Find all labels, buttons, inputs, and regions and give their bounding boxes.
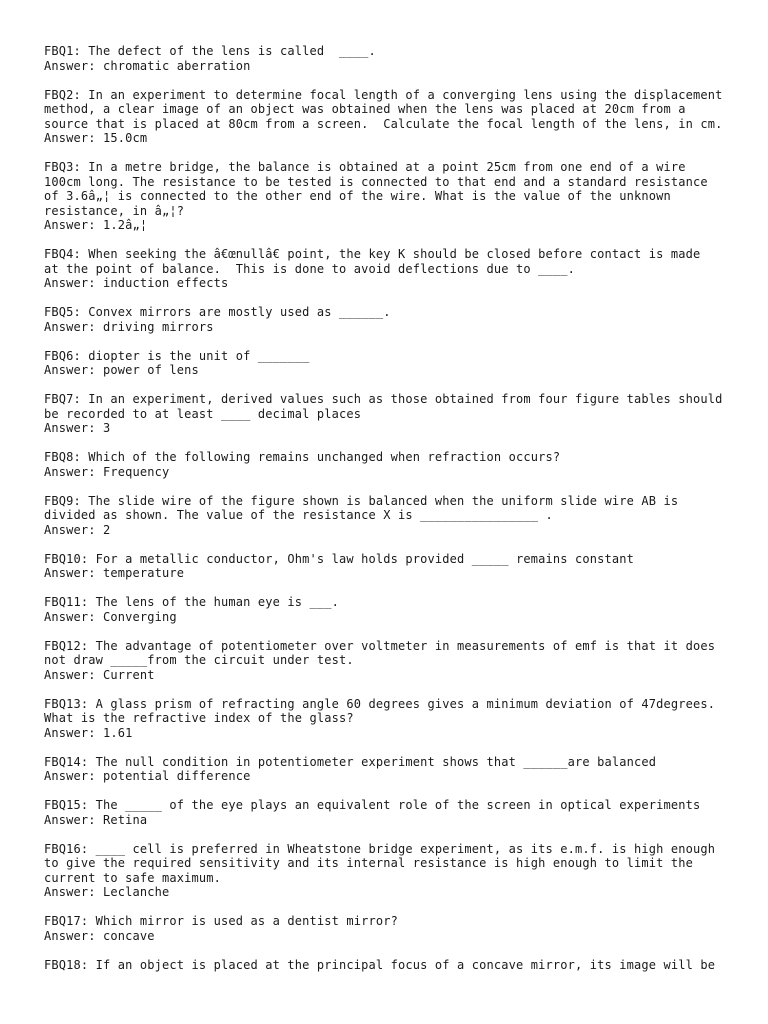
question-text-line: FBQ17: Which mirror is used as a dentist mirror? <box>44 914 398 928</box>
question-block <box>44 450 744 479</box>
question-text-line: resistance, in â„¦? <box>44 203 185 218</box>
question-text-line: FBQ3: In a metre bridge, the balance is obtained at a point 25cm from one end of a wire <box>44 160 686 174</box>
answer-text: Answer: temperature <box>44 566 185 580</box>
question-block <box>44 247 744 291</box>
question-text-line: FBQ11: The lens of the human eye is ___. <box>44 595 339 609</box>
question-text-line: FBQ16: ____ cell is preferred in Wheatstone bridge experiment, as its e.m.f. is high enough <box>44 841 716 856</box>
question-block <box>44 639 744 683</box>
question-text-line: FBQ10: For a metallic conductor, Ohm's law holds provided _____ remains constant <box>44 551 634 566</box>
question-block <box>44 552 744 581</box>
answer-text: Answer: power of lens <box>44 363 199 377</box>
answer-text: Answer: Retina <box>44 812 148 827</box>
question-block <box>44 44 744 73</box>
question-text-line: FBQ9: The slide wire of the figure shown is balanced when the uniform slide wire AB is <box>44 493 679 508</box>
question-text-line: be recorded to at least ____ decimal places <box>44 406 362 421</box>
question-block <box>44 958 744 973</box>
question-text-line: 100cm long. The resistance to be tested is connected to that end and a standard resistance <box>44 174 708 189</box>
question-text-line: of 3.6â„¦ is connected to the other end of the wire. What is the value of the unknown <box>44 189 671 203</box>
question-text-line: FBQ5: Convex mirrors are mostly used as ______. <box>44 305 391 319</box>
question-text-line: method, a clear image of an object was obtained when the lens was placed at 20cm from a <box>44 102 686 116</box>
answer-text: Answer: Frequency <box>44 464 170 479</box>
question-text-line: FBQ4: When seeking the â€œnullâ€ point, the key K should be closed before contact is made <box>44 247 701 261</box>
answer-text: Answer: Leclanche <box>44 885 170 899</box>
question-text-line: to give the required sensitivity and its internal resistance is high enough to limit the <box>44 856 693 870</box>
answer-text: Answer: chromatic aberration <box>44 58 251 73</box>
question-block <box>44 755 744 784</box>
answer-text: Answer: induction effects <box>44 276 229 290</box>
answer-text: Answer: 1.61 <box>44 725 133 740</box>
answer-text: Answer: driving mirrors <box>44 319 214 334</box>
question-text-line: not draw _____from the circuit under test. <box>44 653 354 667</box>
question-text-line: FBQ8: Which of the following remains unchanged when refraction occurs? <box>44 450 561 464</box>
question-block <box>44 914 744 943</box>
question-block <box>44 595 744 624</box>
answer-text: Answer: 15.0cm <box>44 131 148 145</box>
question-text-line: FBQ2: In an experiment to determine focal length of a converging lens using the displacement <box>44 87 723 102</box>
question-block <box>44 88 744 146</box>
question-block <box>44 305 744 334</box>
question-block <box>44 697 744 741</box>
question-text-line: What is the refractive index of the glass? <box>44 711 354 725</box>
question-text-line: FBQ1: The defect of the lens is called ____. <box>44 44 376 58</box>
answer-text: Answer: 1.2â„¦ <box>44 218 148 232</box>
question-text-line: FBQ12: The advantage of potentiometer over voltmeter in measurements of emf is that it does <box>44 638 716 653</box>
question-block <box>44 798 744 827</box>
question-text-line: FBQ15: The _____ of the eye plays an equivalent role of the screen in optical experiments <box>44 798 701 812</box>
question-block <box>44 494 744 538</box>
answer-text: Answer: Converging <box>44 609 177 624</box>
question-text-line: at the point of balance. This is done to avoid deflections due to ____. <box>44 261 575 276</box>
question-block <box>44 349 744 378</box>
document-body <box>44 44 744 987</box>
question-text-line: FBQ18: If an object is placed at the principal focus of a concave mirror, its image will be <box>44 957 716 972</box>
question-text-line: FBQ13: A glass prism of refracting angle 60 degrees gives a minimum deviation of 47degrees. <box>44 696 716 711</box>
answer-text: Answer: 3 <box>44 421 111 435</box>
question-text-line: divided as shown. The value of the resistance X is ________________ . <box>44 508 553 522</box>
question-text-line: FBQ6: diopter is the unit of _______ <box>44 348 310 363</box>
question-text-line: source that is placed at 80cm from a screen. Calculate the focal length of the lens, in cm. <box>44 116 723 131</box>
answer-text: Answer: 2 <box>44 522 111 537</box>
question-block <box>44 842 744 900</box>
question-block <box>44 392 744 436</box>
answer-text: Answer: potential difference <box>44 769 251 783</box>
question-block <box>44 160 744 233</box>
answer-text: Answer: Current <box>44 667 155 682</box>
question-text-line: current to safe maximum. <box>44 870 221 885</box>
question-text-line: FBQ14: The null condition in potentiometer experiment shows that ______are balanced <box>44 754 657 769</box>
question-text-line: FBQ7: In an experiment, derived values such as those obtained from four figure tables should <box>44 392 723 406</box>
answer-text: Answer: concave <box>44 928 155 943</box>
